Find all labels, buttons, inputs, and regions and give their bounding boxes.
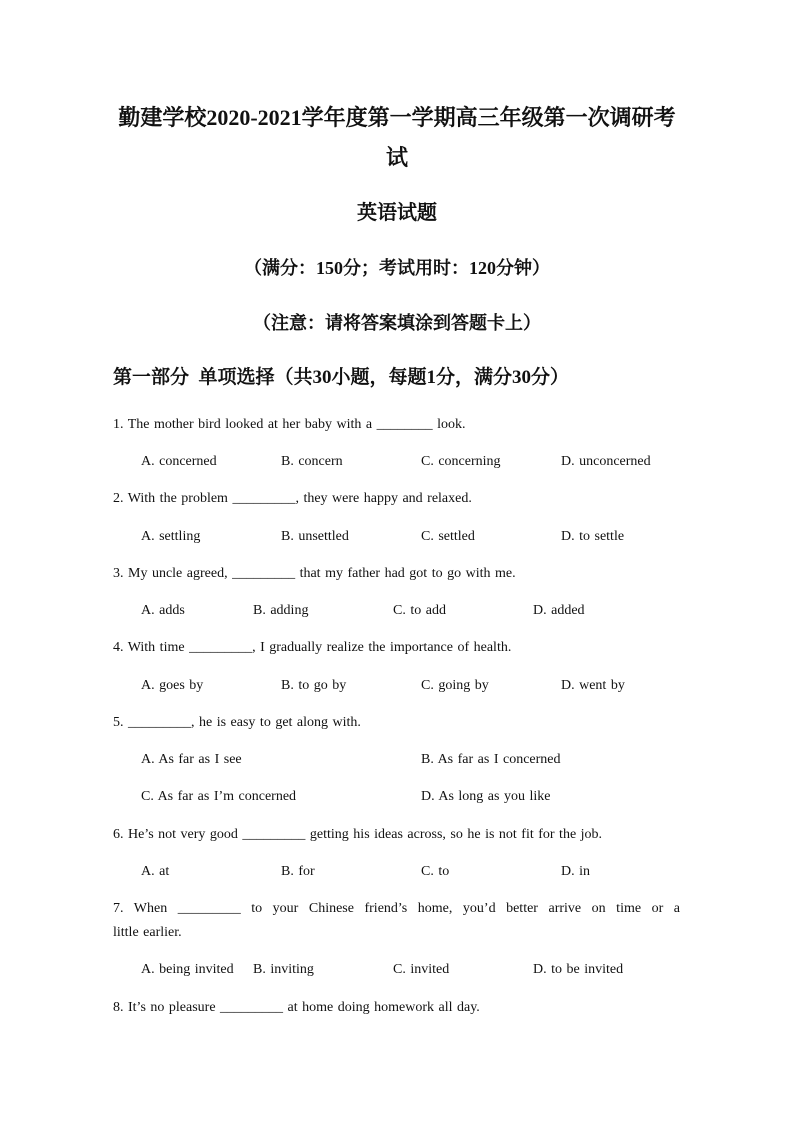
question-6-stem: 6. He’s not very good _________ getting his ideas across, so he is not fit for the job. [113, 827, 603, 842]
question-2-option-c: C. settled [421, 529, 475, 544]
question-7-stem-continued: little earlier. [113, 925, 182, 940]
question-1-option-c: C. concerning [421, 454, 501, 469]
question-6-option-b: B. for [281, 864, 315, 879]
question-7-stem: 7. When _________ to your Chinese friend’s home, you’d better arrive on time or a [113, 901, 680, 916]
question-2-option-b: B. unsettled [281, 529, 349, 544]
question-5-option-c: C. As far as I’m concerned [141, 789, 297, 804]
exam-title-line2: 试 [385, 145, 408, 170]
question-4-option-c: C. going by [421, 678, 489, 693]
question-3-option-b: B. adding [253, 603, 309, 618]
notice: （注意：请将答案填涂到答题卡上） [253, 313, 541, 333]
question-1-stem: 1. The mother bird looked at her baby with a ________ look. [113, 417, 466, 432]
question-1-option-d: D. unconcerned [561, 454, 651, 469]
question-7-option-b: B. inviting [253, 962, 314, 977]
question-4-stem: 4. With time _________, I gradually realize the importance of health. [113, 640, 512, 655]
question-4-option-d: D. went by [561, 678, 625, 693]
question-5-option-d: D. As long as you like [421, 789, 551, 804]
question-7-option-a: A. being invited [141, 962, 234, 977]
question-4-option-b: B. to go by [281, 678, 347, 693]
question-8-stem: 8. It’s no pleasure _________ at home doing homework all day. [113, 1000, 480, 1015]
question-7-option-c: C. invited [393, 962, 450, 977]
question-1-option-a: A. concerned [141, 454, 217, 469]
section-heading: 第一部分 单项选择（共30小题，每题1分，满分30分） [113, 367, 570, 388]
question-7-option-d: D. to be invited [533, 962, 624, 977]
exam-title-line1: 勤建学校2020-2021学年度第一学期高三年级第一次调研考 [118, 105, 676, 130]
score-info: （满分：150分；考试用时：120分钟） [244, 258, 550, 278]
question-6-option-a: A. at [141, 864, 170, 879]
question-5-stem: 5. _________, he is easy to get along with. [113, 715, 361, 730]
question-3-stem: 3. My uncle agreed, _________ that my father had got to go with me. [113, 566, 516, 581]
question-2-option-d: D. to settle [561, 529, 625, 544]
question-3-option-d: D. added [533, 603, 585, 618]
question-1-option-b: B. concern [281, 454, 343, 469]
subject-title: 英语试题 [357, 202, 437, 224]
question-3-option-c: C. to add [393, 603, 446, 618]
question-2-option-a: A. settling [141, 529, 201, 544]
question-2-stem: 2. With the problem _________, they were happy and relaxed. [113, 491, 472, 506]
question-6-option-c: C. to [421, 864, 450, 879]
question-5-option-a: A. As far as I see [141, 752, 242, 767]
question-4-option-a: A. goes by [141, 678, 204, 693]
question-5-option-b: B. As far as I concerned [421, 752, 561, 767]
question-3-option-a: A. adds [141, 603, 185, 618]
question-6-option-d: D. in [561, 864, 590, 879]
